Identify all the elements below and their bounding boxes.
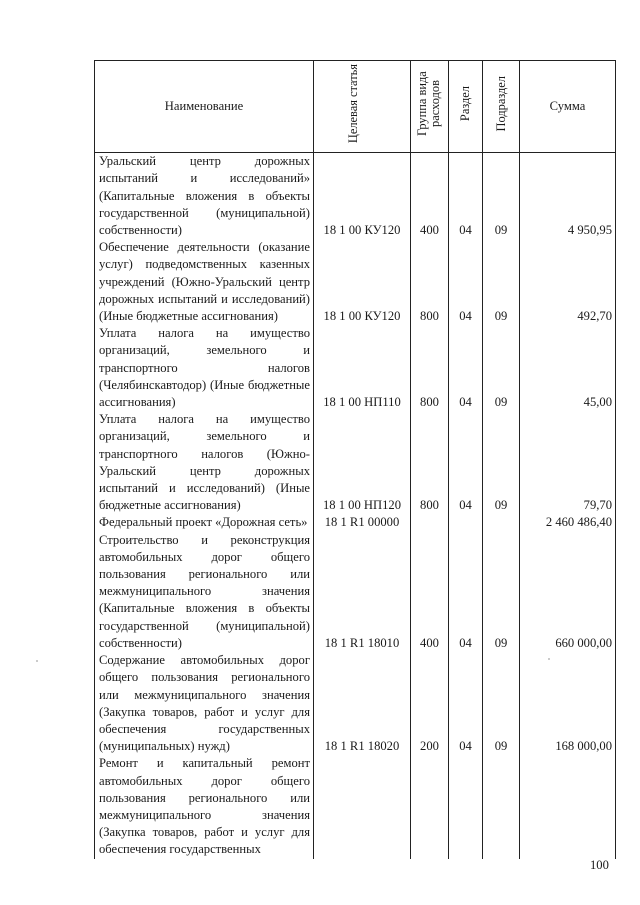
row-section: 04 xyxy=(449,532,483,652)
row-article: 18 1 00 КУ120 xyxy=(314,239,411,325)
header-group: Группа вида расходов xyxy=(411,61,449,153)
row-article: 18 1 00 КУ120 xyxy=(314,153,411,240)
row-group xyxy=(411,755,449,858)
row-name: Уральский центр дорожных испытаний и исследований» (Капитальные вложения в объекты государственной (муниципальной) собственности) xyxy=(95,153,314,240)
table-row xyxy=(95,153,616,240)
row-name: Ремонт и капитальный ремонт автомобильных дорог общего пользования регионального или межмуниципального значения (Закупка товаров, работ и услуг для обеспечения государственных xyxy=(95,755,314,858)
row-sum xyxy=(520,755,616,858)
row-sum: 4 950,95 xyxy=(520,153,616,240)
row-sum: 45,00 xyxy=(520,325,616,411)
row-group: 400 xyxy=(411,532,449,652)
row-article xyxy=(314,755,411,858)
row-article: 18 1 R1 18020 xyxy=(314,652,411,755)
row-subsection xyxy=(483,514,520,531)
table-header-row xyxy=(95,61,616,153)
row-section: 04 xyxy=(449,325,483,411)
row-subsection: 09 xyxy=(483,325,520,411)
row-group: 200 xyxy=(411,652,449,755)
budget-table xyxy=(94,60,616,859)
row-subsection: 09 xyxy=(483,239,520,325)
row-section xyxy=(449,514,483,531)
table-row xyxy=(95,411,616,514)
table-row xyxy=(95,755,616,858)
scan-speck xyxy=(548,658,550,660)
row-section: 04 xyxy=(449,239,483,325)
page-number: 100 xyxy=(590,858,609,872)
row-name: Уплата налога на имущество организаций, земельного и транспортного налогов (Челябинскавтодор) (Иные бюджетные ассигнования) xyxy=(95,325,314,411)
scan-speck xyxy=(36,660,38,662)
header-name: Наименование xyxy=(95,61,314,153)
row-name: Обеспечение деятельности (оказание услуг) подведомственных казенных учреждений (Южно-Уральский центр дорожных испытаний и исследований) (Иные бюджетные ассигнования) xyxy=(95,239,314,325)
row-subsection: 09 xyxy=(483,652,520,755)
table-row xyxy=(95,514,616,531)
row-group: 400 xyxy=(411,153,449,240)
header-section: Раздел xyxy=(449,61,483,153)
row-group: 800 xyxy=(411,239,449,325)
row-sum: 2 460 486,40 xyxy=(520,514,616,531)
row-group: 800 xyxy=(411,325,449,411)
table-row xyxy=(95,652,616,755)
row-name: Содержание автомобильных дорог общего пользования регионального или межмуниципального значения (Закупка товаров, работ и услуг для обеспечения государственных (муниципальных) нужд) xyxy=(95,652,314,755)
row-group: 800 xyxy=(411,411,449,514)
row-section xyxy=(449,755,483,858)
header-subsection: Подраздел xyxy=(483,61,520,153)
row-section: 04 xyxy=(449,652,483,755)
header-article: Целевая статья xyxy=(314,61,411,153)
row-name: Уплата налога на имущество организаций, земельного и транспортного налогов (Южно-Уральский центр дорожных испытаний и исследований) (Иные бюджетные ассигнования) xyxy=(95,411,314,514)
row-subsection: 09 xyxy=(483,411,520,514)
table-row xyxy=(95,325,616,411)
row-article: 18 1 00 НП120 xyxy=(314,411,411,514)
row-sum: 492,70 xyxy=(520,239,616,325)
row-group xyxy=(411,514,449,531)
row-subsection xyxy=(483,755,520,858)
row-article: 18 1 R1 18010 xyxy=(314,532,411,652)
row-section: 04 xyxy=(449,411,483,514)
row-name: Федеральный проект «Дорожная сеть» xyxy=(95,514,314,531)
header-sum: Сумма xyxy=(520,61,616,153)
row-article: 18 1 00 НП110 xyxy=(314,325,411,411)
row-subsection: 09 xyxy=(483,532,520,652)
table-row xyxy=(95,532,616,652)
row-sum: 168 000,00 xyxy=(520,652,616,755)
row-section: 04 xyxy=(449,153,483,240)
row-name: Строительство и реконструкция автомобильных дорог общего пользования регионального или межмуниципального значения (Капитальные вложения в объекты государственной (муниципальной) собственности) xyxy=(95,532,314,652)
row-sum: 660 000,00 xyxy=(520,532,616,652)
row-sum: 79,70 xyxy=(520,411,616,514)
row-subsection: 09 xyxy=(483,153,520,240)
row-article: 18 1 R1 00000 xyxy=(314,514,411,531)
table-row xyxy=(95,239,616,325)
